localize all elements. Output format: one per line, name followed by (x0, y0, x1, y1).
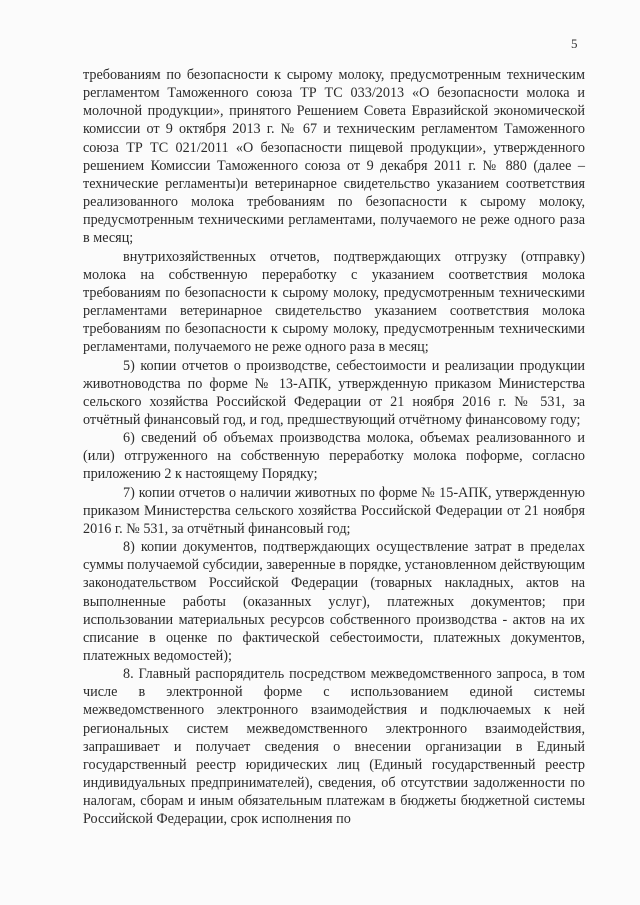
paragraph-continuation: требованиям по безопасности к сырому молоку, предусмотренным техническим регламентом Таможенного союза ТР ТС 033/2013 «О безопасности молока и молочной продукции», принятого Решением Совета Евразийской экономической комиссии от 9 октября 2013 г. № 67 и техническим регламентом Таможенного союза ТР ТС 021/2011 «О безопасности пищевой продукции», утвержденного решением Комиссии Таможенного союза от 9 декабря 2011 г. № 880 (далее – технические регламенты)и ветеринарное свидетельство указанием соответствия реализованного молока требованиям по безопасности к сырому молоку, предусмотренным техническими регламентами, получаемого не реже одного раза в месяц; (83, 67, 585, 247)
paragraph-section-8: 8. Главный распорядитель посредством межведомственного запроса, в том числе в электронной форме с использованием единой системы межведомственного электронного взаимодействия и подключаемых к ней региональных систем межведомственного электронного взаимодействия, запрашивает и получает сведения о внесении организации в Единый государственный реестр юридических лиц (Единый государственный реестр индивидуальных предпринимателей), сведения, об отсутствии задолженности по налогам, сборам и иным обязательным платежам в бюджеты бюджетной системы Российской Федерации, срок исполнения по (83, 666, 585, 828)
document-body (83, 66, 585, 829)
paragraph-item-5: 5) копии отчетов о производстве, себестоимости и реализации продукции животноводства по форме № 13-АПК, утвержденную приказом Министерства сельского хозяйства Российской Федерации от 21 ноября 2016 г. № 531, за отчётный финансовый год, и год, предшествующий отчётному финансовому году; (83, 357, 585, 428)
paragraph-internal-reports: внутрихозяйственных отчетов, подтверждающих отгрузку (отправку) молока на собственную переработку с указанием соответствия молока требованиям по безопасности к сырому молоку, предусмотренным техническими регламентами ветеринарное свидетельство указанием соответствия молока требованиям по безопасности к сырому молоку, предусмотренным техническими регламентами, получаемого не реже одного раза в месяц; (83, 248, 585, 356)
paragraph-item-8: 8) копии документов, подтверждающих осуществление затрат в пределах суммы получаемой субсидии, заверенные в порядке, установленном действующим законодательством Российской Федерации (товарных накладных, актов на выполненные работы (оказанных услуг), платежных документов; при использовании материальных ресурсов собственного производства - актов на их списание в оценке по фактической себестоимости, платежных документов, платежных ведомостей); (83, 539, 585, 664)
page-number: 5 (571, 36, 578, 51)
paragraph-item-6: 6) сведений об объемах производства молока, объемах реализованного и (или) отгруженного на собственную переработку молока поформе, согласно приложению 2 к настоящему Порядку; (83, 430, 585, 483)
paragraph-item-7: 7) копии отчетов о наличии животных по форме № 15-АПК, утвержденную приказом Министерства сельского хозяйства Российской Федерации от 21 ноября 2016 г. № 531, за отчётный финансовый год; (83, 484, 585, 537)
